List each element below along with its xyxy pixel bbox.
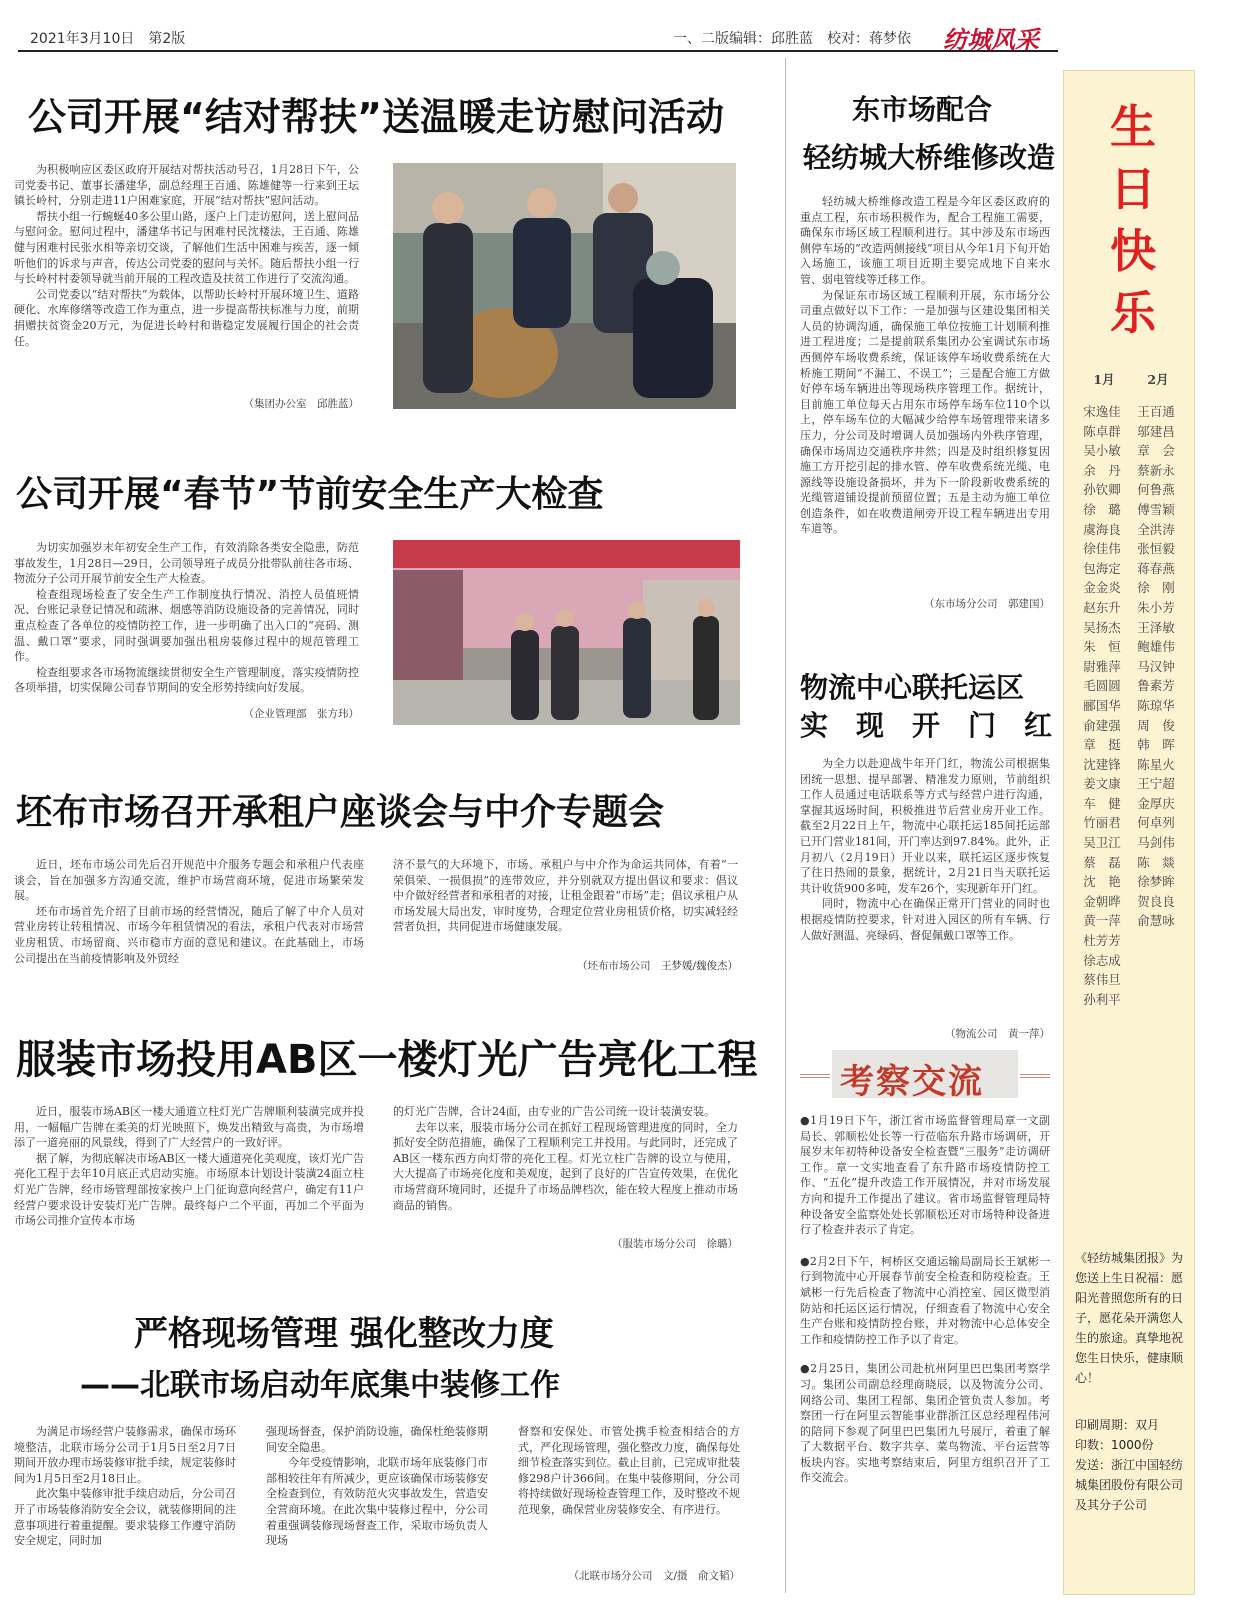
birthday-name: 马汉钟 — [1137, 658, 1175, 674]
birthday-name: 金朝晔 — [1083, 893, 1121, 909]
print-cycle: 印刷周期：双月 — [1075, 1418, 1160, 1432]
birthday-name: 金厚庆 — [1137, 795, 1175, 811]
article6-body — [800, 194, 1050, 537]
birthday-name: 章 会 — [1137, 443, 1175, 459]
article1-title: 公司开展“结对帮扶”送温暖走访慰问活动 — [28, 95, 724, 139]
article7-title-line1: 物流中心联托运区 — [800, 671, 1025, 704]
birthday-name: 鲁素芳 — [1137, 678, 1175, 694]
print-distribution: 发送：浙江中国轻纺城集团股份有限公司及其分子公司 — [1075, 1458, 1184, 1512]
birthday-name: 蔡 磊 — [1083, 854, 1121, 870]
paragraph: 轻纺城大桥维修改造工程是今年区委区政府的重点工程，东市场积极作为，配合工程施工需要，确保东市场区域工程顺利进行。其中涉及东市场西侧停车场的“改造两侧接线”项目从今年1月下旬开始入场施工，该施工项目近期主要完成地下自来水管、弱电管线等迁移工作。 — [800, 195, 1050, 286]
paragraph: 的灯光广告牌，合计24面，由专业的广告公司统一设计装潢安装。 — [393, 1105, 715, 1118]
birthday-name: 张恒毅 — [1137, 541, 1175, 557]
article5-col2 — [266, 1424, 488, 1549]
article7-body — [800, 756, 1050, 943]
article5-subtitle: ——北联市场启动年底集中装修工作 — [80, 1368, 560, 1403]
article3-title: 坯布市场召开承租户座谈会与中介专题会 — [16, 792, 665, 833]
exchange-items — [800, 1113, 1050, 1486]
article2-title: 公司开展“春节”节前安全生产大检查 — [16, 474, 604, 515]
birthday-title — [1108, 96, 1158, 344]
birthday-name: 毛圆圆 — [1083, 678, 1121, 694]
birthday-name: 孙利平 — [1083, 991, 1121, 1007]
inspection-photo — [393, 540, 740, 725]
article4-title: 服装市场投用AB区一楼灯光广告亮化工程 — [16, 1037, 758, 1083]
article6-title-line1: 东市场配合 — [852, 93, 993, 126]
birthday-name: 徐 璐 — [1083, 501, 1121, 517]
article5-col3 — [518, 1424, 740, 1518]
month-feb-label: 2月 — [1147, 372, 1169, 387]
birthday-name: 蔡伟旦 — [1083, 972, 1121, 988]
birthday-name: 姜文康 — [1083, 776, 1121, 792]
article3-col1 — [14, 857, 364, 966]
paragraph: 今年受疫情影响，北联市场年底装修门市部相较往年有所减少，更应该确保市场装修安全检查到位，有效防范火灾事故发生，营造安全营商环境。在此次集中装修过程中，分公司着重强调装修现场督查工作，采取市场负责人现场 — [266, 1456, 488, 1548]
birthday-name: 陈星火 — [1137, 756, 1175, 772]
article2-body — [14, 540, 359, 696]
paragraph: 为切实加强岁末年初安全生产工作，有效消除各类安全隐患，防范事故发生，1月28日—29日，公司领导班子成员分批带队前往各市场、物流分子公司开展节前安全生产大检查。 — [14, 541, 359, 586]
birthday-name: 吴小敏 — [1083, 443, 1121, 459]
birthday-name: 黄一萍 — [1083, 913, 1121, 929]
birthday-title-char: 快 — [1110, 224, 1156, 278]
exchange-item: ●2月2日下午，柯桥区交通运输局副局长王斌彬一行到物流中心开展春节前安全检查和防疫检查。王斌彬一行先后检查了物流中心消控室、园区微型消防站和托运区运行情况，仔细查看了物流中心安全生产台账和疫情防控台账，并对物流中心总体安全工作和疫情防控工作予以了肯定。 — [800, 1254, 1050, 1346]
article4-byline: （服装市场分公司 徐璐） — [612, 1238, 738, 1250]
exchange-item: ●1月19日下午，浙江省市场监督管理局章一文副局长、郭顺松处长等一行莅临东升路市场调研，开展岁末年初特种设备安全检查暨“三服务”走访调研工作。章一文实地查看了东升路市场疫情防控工作、“五化”提升改造工作开展情况，并对市场发展方向和提升工作提出了建议。省市场监督管理局特种设备安全监察处处长郭顺松还对市场特种设备进行了检查并表示了肯定。 — [800, 1114, 1050, 1237]
article6-title-line2: 轻纺城大桥维修改造 — [803, 141, 1056, 174]
birthday-name: 傅雪颖 — [1137, 501, 1175, 517]
paragraph: 为积极响应区委区政府开展结对帮扶活动号召，1月28日下午，公司党委书记、董事长潘建华，副总经理王百通、陈雄健等一行来到王坛镇长岭村，分别走进11户困难家庭，开展“结对帮扶”慰问活动。 — [14, 163, 359, 208]
article5-byline: （北联市场分公司 文/摄 俞文韬） — [568, 1570, 740, 1582]
paragraph: 济不景气的大环境下，市场、承租户与中介作为命运共同体，有着“一荣俱荣、一损俱损”的连带效应，并分别就双方提出倡议和要求：倡议中介做好经营者和承租者的对接，让租金跟着“市场”走；倡议承租户从市场发展大局出发，审时度势，合理定位营业房租赁价格，切实减轻经营者负担，共同促进市场健康发展。 — [393, 858, 738, 934]
paragraph: 公司党委以“结对帮扶”为载体，以帮助长岭村开展环境卫生、道路硬化、水库修缮等改造工作为重点，进一步提高帮扶标准与力度，前期捐赠扶贫资金20万元，为促进长岭村和谐稳定发展履行国企的社会责任。 — [14, 287, 359, 348]
birthday-name: 马剑伟 — [1137, 835, 1175, 851]
article4-col2 — [393, 1104, 738, 1213]
birthday-name: 陈琼华 — [1137, 697, 1175, 713]
column-divider — [785, 58, 786, 1593]
birthday-name: 宋逸佳 — [1083, 404, 1121, 419]
paragraph: 近日，服装市场AB区一楼大通道立柱灯光广告牌顺利装潢完成并投用，一幅幅广告牌在柔美的灯光映照下，焕发出精致与高贵，为市场增添了一道亮丽的风景线，得到了广大经营户的一致好评。 — [14, 1105, 364, 1150]
paragraph: 强现场督查，保护消防设施，确保杜绝装修期间安全隐患。 — [266, 1425, 488, 1454]
birthday-name: 赵东升 — [1083, 599, 1121, 615]
exchange-banner — [800, 1050, 1050, 1102]
birthday-name: 余 丹 — [1083, 462, 1121, 478]
paragraph: 此次集中装修审批手续启动后，分公司召开了市场装修消防安全会议，就装修期间的注意事项进行着重提醒。要求装修工作遵守消防安全规定，同时加 — [14, 1487, 236, 1548]
article1-byline: （集团办公室 邱胜蓝） — [243, 398, 359, 410]
birthday-name: 王百通 — [1137, 404, 1175, 419]
print-count: 印数：1000份 — [1075, 1438, 1154, 1452]
birthday-name: 虞海良 — [1083, 521, 1121, 537]
birthday-name: 俞建强 — [1083, 717, 1121, 733]
birthday-name: 何卓列 — [1137, 815, 1175, 831]
birthday-name: 杜芳芳 — [1083, 933, 1121, 949]
birthday-name: 朱小芳 — [1137, 599, 1175, 615]
birthday-title-char: 生 — [1110, 100, 1156, 154]
birthday-name: 吴卫江 — [1083, 835, 1121, 851]
birthday-name: 陈卓群 — [1083, 423, 1121, 439]
birthday-name: 贺良良 — [1137, 893, 1175, 909]
birthday-name: 尉雅萍 — [1083, 658, 1121, 674]
birthday-name: 包海定 — [1083, 560, 1121, 576]
issue-date: 2021年3月10日 第2版 — [30, 31, 186, 47]
birthday-name: 郦国华 — [1083, 697, 1121, 713]
birthday-name: 竹丽君 — [1083, 815, 1121, 831]
editor-credits: 一、二版编辑：邱胜蓝 校对：蒋梦依 — [673, 31, 911, 47]
article7-title-line2: 实 现 开 门 红 — [800, 709, 1053, 742]
article4-col1 — [14, 1104, 364, 1229]
paragraph: 去年以来，服装市场分公司在抓好工程现场管理进度的同时，全力抓好安全防范措施，确保了工程顺利完工并投用。与此同时，还完成了AB区一楼东西方向灯带的亮化工程。灯光立柱广告牌的设立与使用，大大提高了市场亮化度和美观度，起到了良好的广告宣传效果，在优化市场营商环境同时，还提升了市场品牌档次，能在较大程度上推动市场商品的销售。 — [393, 1120, 738, 1212]
masthead-logo: 纺城风采 — [943, 25, 1039, 54]
birthday-name: 沈 艳 — [1083, 874, 1121, 890]
birthday-title-char: 日 — [1110, 162, 1156, 216]
paragraph: 督察和安保处、市管处携手检查相结合的方式，严化现场管理，强化整改力度，确保每处细节检查落实到位。截止目前，已完成审批装修298户计366间。在集中装修期间，分公司将持续做好现场检查管理工作，及时整改不规范现象，确保营业房装修安全、有序进行。 — [518, 1425, 740, 1516]
exchange-item: ●2月25日，集团公司赴杭州阿里巴巴集团考察学习。集团公司副总经理商晓辰，以及物流分公司、网络公司、集团工程部、集团企管负责人参加。考察团一行在阿里云智能事业群浙江区总经理程伟河的陪同下参观了阿里巴巴集团九号展厅，着重了解了大数据平台、数字共享、菜鸟物流、平台运营等板块内容。实地考察结束后，阿里方组织召开了工作交流会。 — [800, 1362, 1050, 1485]
article7-byline: （物流公司 黄一萍） — [945, 1028, 1050, 1040]
article3-col2 — [393, 857, 738, 935]
birthday-name: 何鲁燕 — [1137, 482, 1175, 498]
birthday-title-char: 乐 — [1110, 286, 1156, 340]
birthday-name: 俞慧咏 — [1137, 913, 1175, 929]
paragraph: 为全力以赴迎战牛年开门红，物流公司根据集团统一思想、提早部署、精准发力原则，节前组织工作人员通过电话联系等方式与经营户进行沟通，掌握其返场时间，积极推进节后营业房开业工作。截至2月22日上午，物流中心联托运185间托运部已开门营业181间，开门率达到97.84%。此外，正月初八（2月19日）开业以来，联托运区逐步恢复了往日热闹的景象，据统计，2月21日当天联托运共计收货900多吨，发车26个，实现新年开门红。 — [800, 757, 1050, 895]
exchange-title: 考察交流 — [840, 1062, 984, 1102]
article1-body — [14, 162, 359, 349]
paragraph: 近日，坯布市场公司先后召开规范中介服务专题会和承租户代表座谈会，旨在加强多方沟通交流，维护市场营商环境，促进市场繁荣发展。 — [14, 858, 364, 903]
birthday-name: 周 俊 — [1137, 717, 1175, 733]
birthday-name: 章 挺 — [1083, 737, 1121, 753]
paragraph: 据了解，为彻底解决市场AB区一楼大通道亮化美观度，该灯光广告亮化工程于去年10月底正式启动实施。市场原本计划设计装潢24面立柱灯光广告牌，经市场管理部按家挨户上门征询意向经营户，确定有11户经营户要求设计安装灯光广告牌。最终每户二个平面，再加二个平面为市场公司推介宣传本市场 — [14, 1151, 364, 1228]
paragraph: 同时，物流中心在确保正常开门营业的同时也根据疫情防控要求，针对进入园区的所有车辆、行人做好测温、亮绿码、督促佩戴口罩等工作。 — [800, 897, 1050, 942]
visit-photo — [393, 163, 736, 409]
paragraph: 为保证东市场区域工程顺利开展，东市场分公司重点做好以下工作：一是加强与区建设集团相关人员的协调沟通，确保施工单位按施工计划顺利推进工程进度；二是提前联系集团办公室调试东市场西侧停车场收费系统，保证该停车场收费系统在大桥施工期间“不漏工、不误工”；三是配合施工方做好停车场车辆进出等现场秩序管理工作。据统计，目前施工单位每天占用东市场停车场车位110个以上，停车场车位的大幅减少给停车场管理带来诸多压力，分公司及时增调人员加强场内外秩序管理，确保市场周边交通秩序井然；四是及时组织修复因施工方开挖引起的排水管、停车收费系统光缆、电源线等设施设备损坏，并为下一阶段新收费系统的光缆管道铺设提前预留位置；五是主动为施工单位创造条件，如在收费道闸旁开设工程车辆进出专用车道等。 — [800, 288, 1050, 536]
birthday-name: 吴扬杰 — [1083, 619, 1121, 635]
birthday-name: 沈建锋 — [1083, 756, 1121, 772]
header-rule — [18, 50, 1058, 52]
article2-byline: （企业管理部 张方玮） — [243, 708, 359, 720]
paragraph: 检查组现场检查了安全生产工作制度执行情况、消控人员值班情况、台账记录登记情况和疏淋、烟感等消防设施设备的完善情况，同时重点检查了各单位的疫情防控工作，进一步明确了出入口的“亮码、测温、戴口罩”要求，同时强调要加强出租房装修过程中的规范管理工作。 — [14, 587, 359, 664]
birthday-name: 陈 燚 — [1137, 854, 1175, 870]
birthday-name: 车 健 — [1083, 795, 1121, 811]
birthday-name: 徐梦眸 — [1137, 874, 1175, 890]
article5-title: 严格现场管理 强化整改力度 — [134, 1314, 554, 1354]
greeting-text: 《轻纺城集团报》为您送上生日祝福：愿阳光普照您所有的日子，愿花朵开满您人生的旅途。真挚地祝您生日快乐，健康顺心！ — [1075, 1251, 1184, 1385]
birthday-name: 孙钦卿 — [1083, 482, 1121, 498]
article3-byline: （坯布市场公司 王梦媛/魏俊杰） — [576, 960, 738, 972]
birthday-name: 徐 刚 — [1137, 580, 1175, 596]
paragraph: 为满足市场经营户装修需求，确保市场环境整洁，北联市场分公司于1月5日至2月7日期间开放办理市场装修审批手续，规定装修时间为1月5日至2月18日止。 — [14, 1425, 236, 1485]
article5-col1 — [14, 1424, 236, 1549]
birthday-name: 王泽敏 — [1137, 619, 1175, 635]
birthday-name: 徐佳伟 — [1083, 541, 1121, 557]
birthday-name: 邬建昌 — [1137, 423, 1175, 439]
birthday-name: 金金炎 — [1083, 580, 1121, 596]
birthday-name: 蔡新永 — [1137, 462, 1175, 478]
month-jan-label: 1月 — [1093, 372, 1115, 387]
paragraph: 检查组要求各市场物流继续贯彻安全生产管理制度，落实疫情防控各项举措，切实保障公司春节期间的安全形势持续向好发展。 — [14, 665, 359, 695]
birthday-name: 鲍雄伟 — [1137, 639, 1175, 655]
birthday-name: 徐志成 — [1083, 952, 1121, 968]
birthday-name: 全洪涛 — [1137, 521, 1175, 537]
page-header — [18, 22, 1058, 52]
birthday-name: 蒋春燕 — [1137, 560, 1175, 576]
paragraph: 坯布市场首先介绍了目前市场的经营情况，随后了解了中介人员对营业房转让转租情况、市场今年租赁情况的看法，承租户代表对市场营业房租赁、市场留商、兴市稳市方面的意见和建议。在此基础上，市场公司提出在当前疫情影响及外贸经 — [14, 904, 364, 965]
article6-byline: （东市场分公司 郭建国） — [924, 598, 1050, 610]
birthday-name: 王宁超 — [1137, 776, 1175, 792]
birthday-greeting — [1075, 1248, 1187, 1398]
jan-birthday-list — [1076, 402, 1128, 1009]
paragraph: 帮扶小组一行蜿蜒40多公里山路，逐户上门走访慰问，送上慰问品与慰问金。慰问过程中，潘建华书记与困难村民沈楼法，王百通、陈雄健与困难村民张水相等亲切交谈，了解他们生活中困难与疾苦，逐一倾听他们的诉求与声音，传达公司党委的慰问与关怀。随后帮扶小组一行与长岭村村委领导就当前开展的工程改造及扶贫工作进行了交流沟通。 — [14, 209, 359, 286]
print-info — [1075, 1415, 1187, 1515]
birthday-name: 韩 晖 — [1137, 737, 1175, 753]
birthday-name: 朱 恒 — [1083, 639, 1121, 655]
feb-birthday-list — [1130, 402, 1182, 931]
